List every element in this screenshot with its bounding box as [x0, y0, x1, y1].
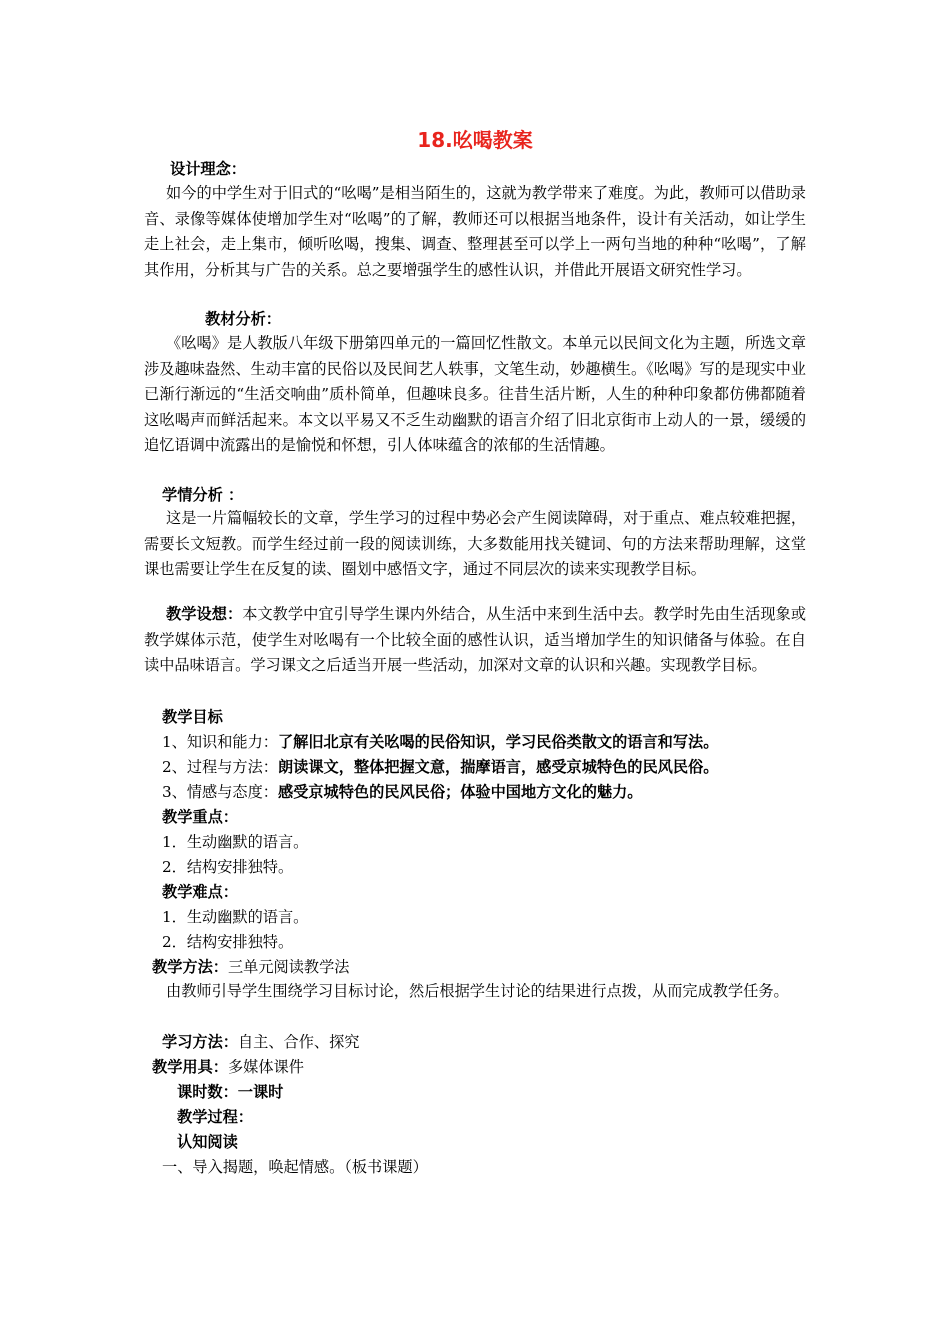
design-body: 如今的中学生对于旧式的“吆喝”是相当陌生的，这就为教学带来了难度。为此，教师可以借助录音、录像等媒体使增加学生对“吆喝”的了解，教师还可以根据当地条件，设计有关活动，如让学生走上社会，走上集市，倾听吆喝，搜集、调查、整理甚至可以学上一两句当地的种种“吆喝”，了解其作用，分析其与广告的关系。总之要增强学生的感性认识，并借此开展语文研究性学习。: [144, 184, 806, 279]
key-point-item: 1．生动幽默的语言。: [162, 833, 309, 851]
plan-heading: 教学设想：: [166, 605, 243, 623]
goal-item: 3、情感与态度：感受京城特色的民风民俗；体验中国地方文化的魅力。: [162, 783, 643, 801]
goal-item: 2、过程与方法：朗读课文，整体把握文意，揣摩语言，感受京城特色的民风民俗。: [162, 758, 719, 776]
key-points-heading: 教学重点：: [162, 808, 238, 826]
study-method-line: 学习方法：自主、合作、探究: [162, 1033, 360, 1051]
design-heading: 设计理念：: [170, 160, 246, 178]
goals-heading: 教学目标: [162, 708, 223, 726]
difficulty-item: 1．生动幽默的语言。: [162, 908, 309, 926]
document-title: 18.吆喝教案: [417, 128, 533, 152]
learner-heading: 学情分析 ：: [162, 486, 244, 504]
learner-body: 这是一片篇幅较长的文章，学生学习的过程中势必会产生阅读障碍，对于重点、难点较难把握，需要长文短教。而学生经过前一段的阅读训练，大多数能用找关键词、句的方法来帮助理解，这堂课也需要让学生在反复的读、圈划中感悟文字，通过不同层次的读来实现教学目标。: [144, 509, 806, 578]
reading-heading: 认知阅读: [177, 1133, 238, 1151]
difficulties-heading: 教学难点：: [162, 883, 238, 901]
method-body: 由教师引导学生围绕学习目标讨论，然后根据学生讨论的结果进行点拨，从而完成教学任务。: [166, 982, 789, 1000]
process-heading: 教学过程：: [177, 1108, 253, 1126]
plan-paragraph: [144, 602, 806, 679]
difficulty-item: 2．结构安排独特。: [162, 933, 294, 951]
material-body: 《吆喝》是人教版八年级下册第四单元的一篇回忆性散文。本单元以民间文化为主题，所选文章涉及趣味盎然、生动丰富的民俗以及民间艺人轶事，文笔生动，妙趣横生。《吆喝》写的是现实中业已渐行渐远的“生活交响曲”质朴简单，但趣味良多。往昔生活片断，人生的种种印象都仿佛都随着这吆喝声而鲜活起来。本文以平易又不乏生动幽默的语言介绍了旧北京街市上动人的一景，缓缓的追忆语调中流露出的是愉悦和怀想，引人体味蕴含的浓郁的生活情趣。: [144, 334, 806, 454]
material-heading: 教材分析：: [205, 310, 281, 328]
goal-item: 1、知识和能力：了解旧北京有关吆喝的民俗知识，学习民俗类散文的语言和写法。: [162, 733, 719, 751]
hours-line: 课时数：一课时: [177, 1083, 284, 1101]
method-line: 教学方法：三单元阅读教学法: [152, 958, 350, 976]
key-point-item: 2．结构安排独特。: [162, 858, 294, 876]
plan-body: 本文教学中宜引导学生课内外结合，从生活中来到生活中去。教学时先由生活现象或教学媒体示范，使学生对吆喝有一个比较全面的感性认识，适当增加学生的知识储备与体验。在自读中品味语言。学习课文之后适当开展一些活动，加深对文章的认识和兴趣。实现教学目标。: [144, 605, 807, 674]
tools-line: 教学用具：多媒体课件: [152, 1058, 304, 1076]
step-1: 一、导入揭题，唤起情感。（板书课题）: [162, 1158, 428, 1176]
